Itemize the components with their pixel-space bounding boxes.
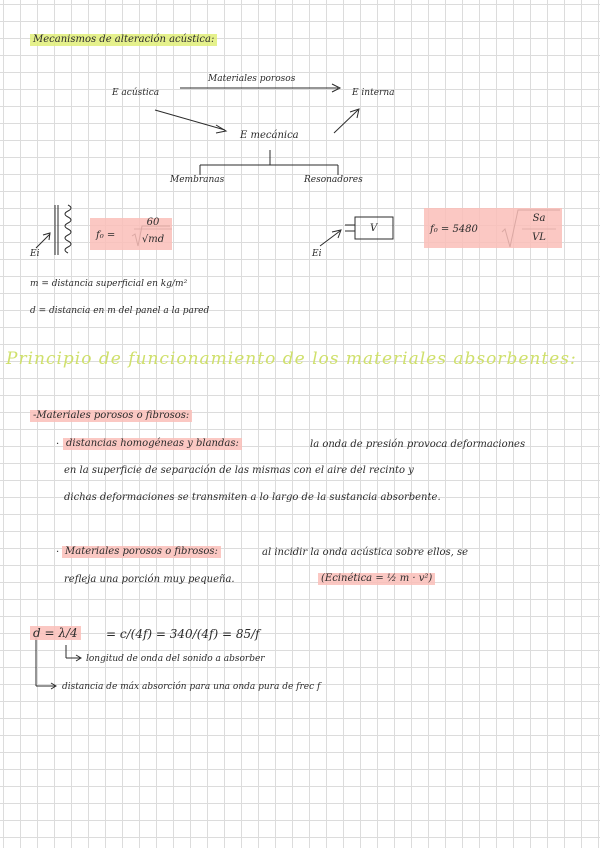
diagram-right-node: E interna	[352, 88, 395, 98]
fres-lhs: f₀ = 5480	[430, 224, 478, 235]
diagram-center-node: E mecánica	[240, 130, 299, 141]
wavelength-note1: longitud de onda del sonido a absorber	[86, 654, 265, 664]
volume-label: V	[370, 223, 378, 234]
diagram-branch-right: Resonadores	[304, 175, 363, 185]
bullet-2: ·	[56, 547, 60, 558]
diagram-branch-left: Membranas	[170, 175, 225, 185]
bullet-1: ·	[56, 439, 60, 450]
p2-highlight: Materiales porosos o fibrosos:	[62, 546, 221, 558]
f0-denominator: √md	[141, 234, 165, 245]
porous-heading: -Materiales porosos o fibrosos:	[30, 410, 192, 422]
wavelength-formula-hl: d = λ/4	[30, 626, 81, 640]
page-heading: Mecanismos de alteración acústica:	[30, 34, 217, 46]
p2-line2: refleja una porción muy pequeña.	[64, 574, 235, 585]
p1-line1: la onda de presión provoca deformaciones	[310, 439, 526, 450]
ei-left-label: Ei	[30, 249, 40, 259]
p2-line1: al incidir la onda acústica sobre ellos, se	[262, 547, 469, 558]
fres-numerator: Sa	[532, 213, 546, 224]
kinetic-energy: (Ecinética = ½ m · v²)	[318, 573, 435, 585]
p1-line3: dichas deformaciones se transmiten a lo largo de la sustancia absorbente.	[64, 492, 441, 503]
ei-right-label: Ei	[312, 249, 322, 259]
fres-denominator: VL	[532, 232, 546, 243]
wavelength-note2: distancia de máx absorción para una onda pura de frec f	[62, 682, 321, 692]
f0-lhs: f₀ =	[96, 230, 116, 241]
wavelength-formula-rest: = c/(4f) = 340/(4f) = 85/f	[106, 627, 260, 641]
diagram-top-label: Materiales porosos	[208, 74, 296, 84]
diagram-left-node: E acústica	[112, 88, 160, 98]
p1-line2: en la superficie de separación de las mismas con el aire del recinto y	[64, 465, 414, 476]
definition-m: m = distancia superficial en kg/m²	[30, 279, 188, 289]
definition-d: d = distancia en m del panel a la pared	[30, 306, 210, 316]
section-title: Principio de funcionamiento de los materiales absorbentes:	[6, 349, 577, 369]
p1-highlight: distancias homogéneas y blandas:	[63, 438, 242, 450]
f0-numerator: 60	[146, 217, 160, 228]
